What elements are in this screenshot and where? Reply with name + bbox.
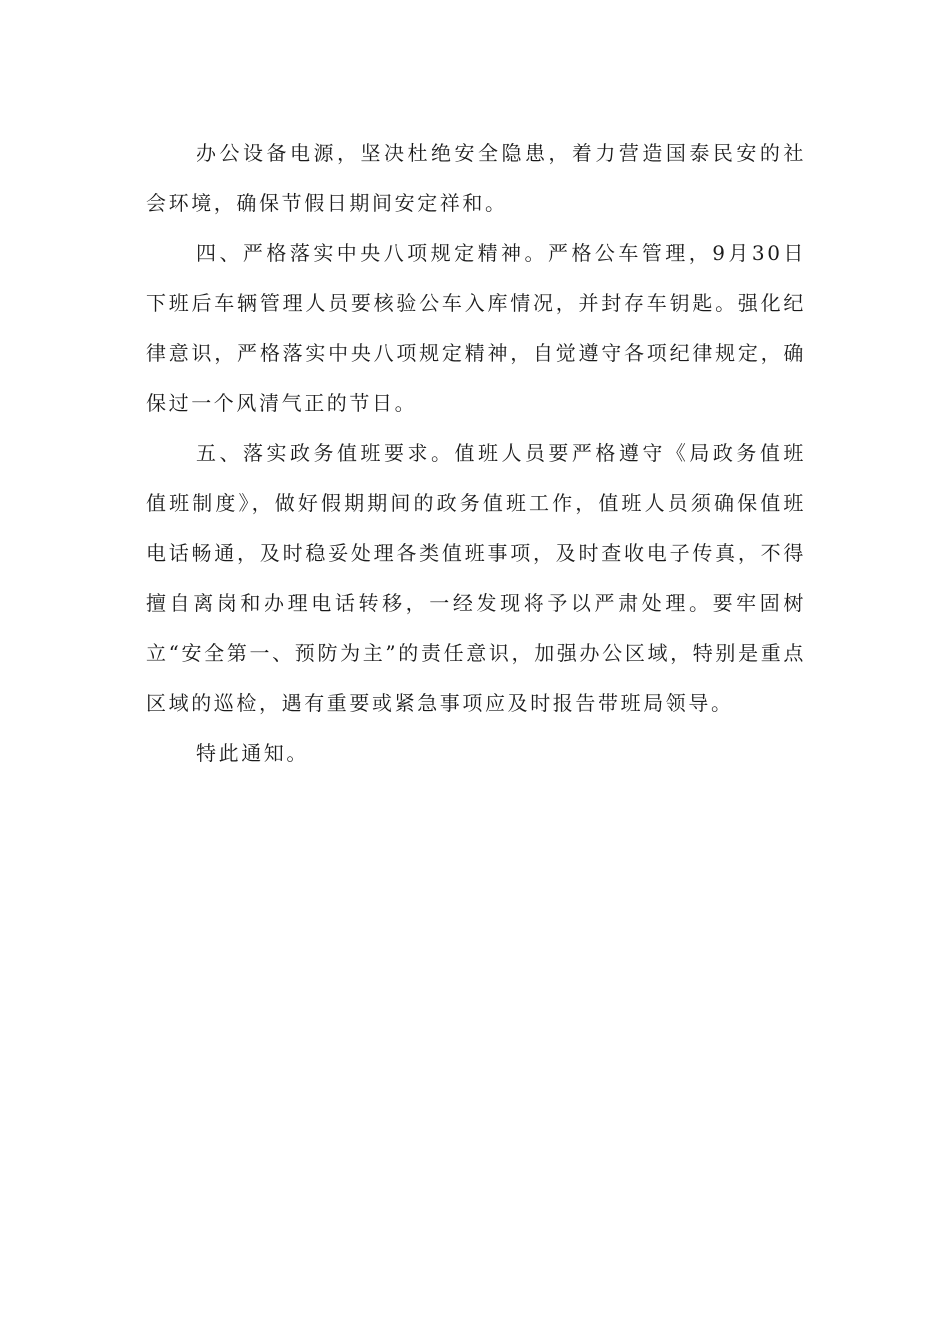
document-body bbox=[146, 128, 806, 778]
paragraph-closing: 特此通知。 bbox=[196, 741, 309, 765]
paragraph-continued: 办公设备电源，坚决杜绝安全隐患，着力营造国泰民安的社会环境，确保节假日期间安定祥和。 bbox=[146, 141, 806, 215]
paragraph-item-4: 四、严格落实中央八项规定精神。严格公车管理，9月30日下班后车辆管理人员要核验公车入库情况，并封存车钥匙。强化纪律意识，严格落实中央八项规定精神，自觉遵守各项纪律规定，确保过一个风清气正的节日。 bbox=[146, 241, 806, 415]
paragraph-item-5: 五、落实政务值班要求。值班人员要严格遵守《局政务值班值班制度》，做好假期期间的政务值班工作，值班人员须确保值班电话畅通，及时稳妥处理各类值班事项，及时查收电子传真，不得擅自离岗和办理电话转移，一经发现将予以严肃处理。要牢固树立“安全第一、预防为主”的责任意识，加强办公区域，特别是重点区域的巡检，遇有重要或紧急事项应及时报告带班局领导。 bbox=[146, 441, 806, 715]
